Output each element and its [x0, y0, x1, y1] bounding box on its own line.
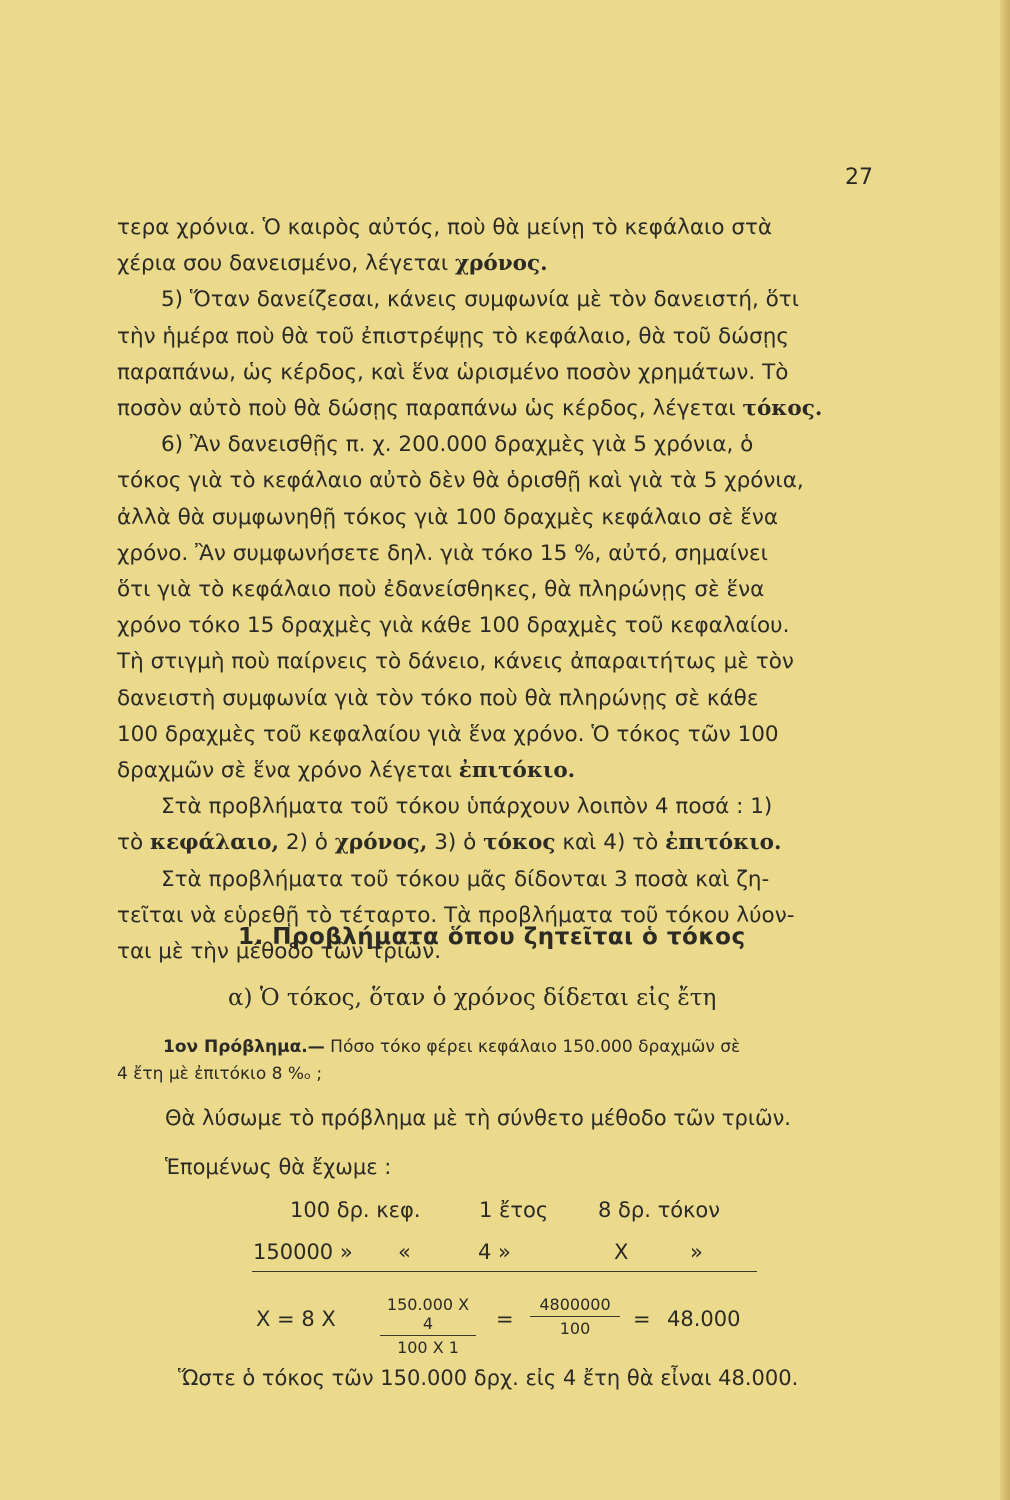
problem-label: 1ον Πρόβλημα.—	[163, 1037, 325, 1057]
text-line: τερα χρόνια. Ὁ καιρὸς αὐτός, ποὺ θὰ μείνῃ τὸ κεφάλαιο στὰ	[117, 215, 773, 240]
scheme-cell: 1 ἔτος	[479, 1198, 549, 1222]
text-line: Στὰ προβλήματα τοῦ τόκου ὑπάρχουν λοιπὸν 4 ποσά : 1)	[161, 794, 773, 820]
body-text	[117, 210, 882, 970]
scheme-cell: 100 δρ. κεφ.	[290, 1198, 421, 1222]
text-line: ἀλλὰ θὰ συμφωνηθῇ τόκος γιὰ 100 δραχμὲς κεφάλαιο σὲ ἕνα	[117, 504, 779, 530]
problem-text: Πόσο τόκο φέρει κεφάλαιο 150.000 δραχμῶν σὲ	[330, 1037, 741, 1057]
text-line: Στὰ προβλήματα τοῦ τόκου μᾶς δίδονται 3 ποσὰ καὶ ζη-	[161, 866, 770, 892]
equals-sign: =	[633, 1307, 651, 1331]
text-line: τὸ κεφάλαιο, 2) ὁ χρόνος, 3) ὁ τόκος καὶ 4) τὸ ἐπιτόκιο.	[117, 830, 782, 856]
formula-lhs: X = 8 X	[256, 1307, 336, 1331]
scheme-cell: 4 »	[478, 1240, 511, 1264]
conclusion-text: Ὥστε ὁ τόκος τῶν 150.000 δρχ. εἰς 4 ἔτη θὰ εἶναι 48.000.	[178, 1366, 799, 1390]
text-line: χέρια σου δανεισμένο, λέγεται χρόνος.	[117, 251, 548, 277]
formula-result: 48.000	[667, 1307, 741, 1331]
problem-statement	[117, 1034, 883, 1088]
problem-text: 4 ἔτη μὲ ἐπιτόκιο 8 %ₒ ;	[117, 1064, 323, 1084]
text-line: 6) Ἂν δανεισθῇς π. χ. 200.000 δραχμὲς γιὰ 5 χρόνια, ὁ	[161, 432, 754, 458]
solve-text: Θὰ λύσωμε τὸ πρόβλημα μὲ τὴ σύνθετο μέθοδο τῶν τριῶν.	[165, 1106, 791, 1130]
page-number: 27	[845, 165, 873, 190]
hence-text: Ἑπομένως θὰ ἔχωμε :	[165, 1155, 392, 1179]
scheme-rule	[252, 1271, 757, 1272]
equals-sign: =	[496, 1307, 514, 1331]
text-line: τεῖται νὰ εὑρεθῇ τὸ τέταρτο. Τὰ προβλήματα τοῦ τόκου λύον-	[117, 902, 795, 928]
text-line: ποσὸν αὐτὸ ποὺ θὰ δώσῃς παραπάνω ὡς κέρδος, λέγεται τόκος.	[117, 396, 823, 422]
fraction-bar	[380, 1335, 476, 1336]
fraction-2-denominator: 100	[559, 1319, 591, 1338]
section-title: 1. Προβλήματα ὅπου ζητεῖται ὁ τόκος	[238, 924, 746, 950]
text-line: Τὴ στιγμὴ ποὺ παίρνεις τὸ δάνειο, κάνεις ἀπαραιτήτως μὲ τὸν	[117, 649, 794, 675]
fraction-bar	[530, 1316, 620, 1317]
term-chronos: χρόνος.	[454, 251, 548, 277]
text-line: παραπάνω, ὡς κέρδος, καὶ ἕνα ὡρισμένο ποσὸν χρημάτων. Τὸ	[117, 359, 789, 385]
text-line: 5) Ὅταν δανείζεσαι, κάνεις συμφωνία μὲ τὸν δανειστή, ὅτι	[161, 287, 799, 313]
scheme-cell: «	[398, 1240, 411, 1264]
text-line: χρόνο. Ἂν συμφωνήσετε δηλ. γιὰ τόκο 15 %, αὐτό, σημαίνει	[117, 540, 768, 566]
text-line: τόκος γιὰ τὸ κεφάλαιο αὐτὸ δὲν θὰ ὁρισθῇ καὶ γιὰ τὰ 5 χρόνια,	[117, 468, 804, 494]
text-line: ὅτι γιὰ τὸ κεφάλαιο ποὺ ἐδανείσθηκες, θὰ πληρώνῃς σὲ ἕνα	[117, 577, 765, 603]
text-line: χρόνο τόκο 15 δραχμὲς γιὰ κάθε 100 δραχμὲς τοῦ κεφαλαίου.	[117, 613, 790, 639]
fraction-2-numerator: 4800000	[539, 1295, 611, 1314]
term-tokos: τόκος.	[742, 396, 823, 422]
fraction-1-numerator: 150.000 X 4	[386, 1295, 470, 1333]
subsection-title: α) Ὁ τόκος, ὅταν ὁ χρόνος δίδεται εἰς ἔτη	[228, 985, 717, 1011]
scheme-cell: X	[614, 1240, 629, 1264]
scheme-cell: 150000 »	[253, 1240, 353, 1264]
text-line: δραχμῶν σὲ ἕνα χρόνο λέγεται ἐπιτόκιο.	[117, 758, 576, 784]
fraction-1	[380, 1295, 476, 1357]
fraction-1-denominator: 100 X 1	[397, 1338, 459, 1357]
text-line: τὴν ἡμέρα ποὺ θὰ τοῦ ἐπιστρέψῃς τὸ κεφάλαιο, θὰ τοῦ δώσῃς	[117, 323, 789, 349]
term-epitokio: ἐπιτόκιο.	[458, 758, 576, 784]
page-edge	[1000, 0, 1010, 1500]
text-line: δανειστὴ συμφωνία γιὰ τὸν τόκο ποὺ θὰ πληρώνῃς σὲ κάθε	[117, 685, 759, 711]
scheme-cell: 8 δρ. τόκον	[598, 1198, 721, 1222]
fraction-2	[530, 1295, 620, 1338]
scheme-cell: »	[690, 1240, 703, 1264]
text-line: 100 δραχμὲς τοῦ κεφαλαίου γιὰ ἕνα χρόνο. Ὁ τόκος τῶν 100	[117, 721, 779, 747]
text-line: ται μὲ τὴν μέθοδο τῶν τριῶν.	[117, 939, 442, 965]
